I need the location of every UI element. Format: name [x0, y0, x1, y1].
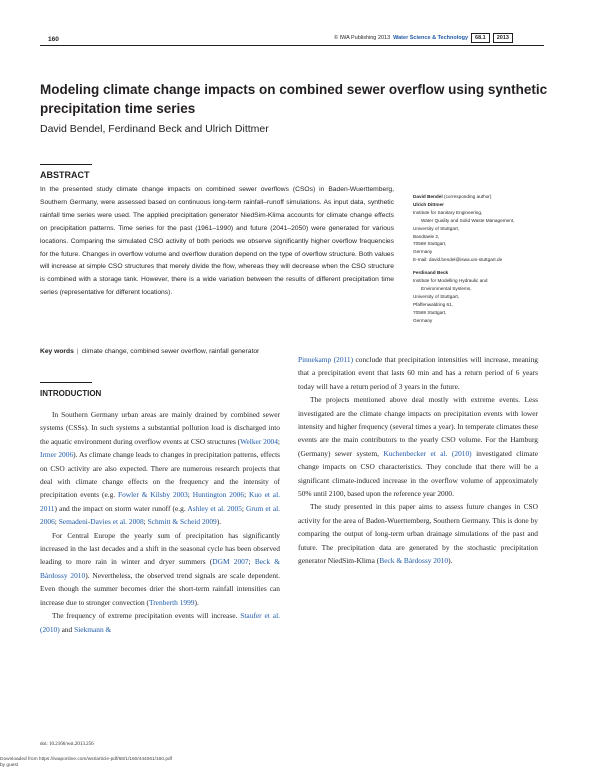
keywords-label: Key words	[40, 348, 74, 355]
citation-link[interactable]: Pinnekamp (2011)	[298, 355, 354, 364]
paragraph: The study presented in this paper aims to assess future changes in CSO activity for the area of Baden-Wuerttemberg, Southern Germany. This is done by comparing the output of long-term urban drainage simulations of the past and future. The precipitation data are generated by the stochastic precipitation generator NiedSim-Klima (Beck & Bárdossy 2010).	[298, 502, 538, 566]
introduction-rule	[40, 382, 92, 383]
publisher-copyright: © IWA Publishing 2013	[334, 35, 391, 41]
paragraph: Pinnekamp (2011) conclude that precipitation intensities will increase, meaning that a precipitation event that lasts 60 min and has a return period of 6 years today will have a return period of 3 years in the future.	[298, 355, 539, 391]
citation-link[interactable]: Huntington 2006	[192, 490, 245, 500]
address-line: Germany	[413, 317, 433, 323]
author-list: David Bendel, Ferdinand Beck and Ulrich Dittmer	[40, 123, 269, 135]
affiliation-author-2: Ulrich Dittmer	[413, 201, 444, 207]
address-line: Germany	[413, 249, 433, 255]
author-name: David Bendel	[413, 194, 443, 199]
citation-link[interactable]: Kuchenbecker et al. (2010)	[383, 448, 472, 458]
keywords-list: climate change, combined sewer overflow, rainfall generator	[81, 348, 260, 355]
affiliation-author-3: Ferdinand Beck	[413, 270, 449, 276]
body-column-right	[298, 353, 538, 568]
download-url[interactable]: Downloaded from https://iwaponline.com/wst/article-pdf/68/1/160/444061/160.pdf	[0, 757, 172, 762]
paragraph: For Central Europe the yearly sum of precipitation has significantly increased in the last decades and a shift in the seasonal cycle has been observed leading to more rain in winter and dryer summers (DGM 2007; Beck & Bárdossy 2010). Nevertheless, the observed trend signals are scale dependent. Even though the summer becomes drier the short-term rainfall intensities can increase due to stronger convection (Trenberth 1999).	[40, 530, 281, 607]
address-line: Bandtaele 2,	[413, 233, 440, 239]
citation-link[interactable]: Siekmann &	[74, 624, 112, 634]
introduction-heading: INTRODUCTION	[40, 389, 102, 398]
citation-link[interactable]: Grum et al. 2006	[40, 503, 280, 527]
journal-name[interactable]: Water Science & Technology	[393, 35, 469, 41]
citation-link[interactable]: Schmitt & Scheid 2009	[147, 517, 217, 527]
address-line: Institute for Modelling Hydraulic and	[413, 278, 488, 284]
citation-link[interactable]: Fowler & Kilsby 2003	[117, 490, 188, 500]
running-header	[334, 33, 513, 43]
author-note: (corresponding author)	[442, 194, 492, 199]
header-rule	[40, 45, 544, 46]
publication-year: 2013	[493, 33, 513, 43]
address-line: Pfaffenwaldring 61,	[413, 301, 454, 307]
email-line[interactable]: E-mail: david.bendel@iswa.uni-stuttgart.de	[413, 257, 503, 263]
keywords-separator: |	[76, 348, 79, 355]
address-line: Environmental Systems,	[421, 285, 472, 291]
citation-link[interactable]: Trenberth 1999	[148, 597, 195, 607]
paragraph: The projects mentioned above deal mostly with extreme events. Less investigated are the climate change impacts on precipitation events with lower intensity and higher frequency (several times a year). In temperate climates these events are the main contributors to the yearly CSO volume. For the Hamburg (Germany) sewer system, Kuchenbecker et al. (2010) investigated climate change impacts on CSO characteristics. They conclude that there will be a significant climate-induced increase in the overflow volume of approximately 50% until 2100, based upon the reference year 2000.	[298, 395, 538, 499]
affiliation-address-1	[413, 209, 563, 264]
affiliation-address-2	[413, 277, 563, 324]
address-line: Institute for Sanitary Engineering,	[413, 209, 483, 215]
citation-link[interactable]: DGM 2007	[212, 557, 249, 567]
abstract-text: In the presented study climate change impacts on combined sewer overflows (CSOs) in Baden-Wuerttemberg, Southern Germany, were assessed based on continuous long-term rainfall–runoff simulations. As input data, synthetic rainfall time series were used. The applied precipitation generator NiedSim-Klima accounts for climate change effects on precipitation patterns. Time series for the past (1961–1990) and future (2041–2050) were generated for various locations. Comparing the simulated CSO activity of both periods we observe significantly higher overflow frequencies for the future. Changes in overflow volume and overflow duration depend on the type of overflow structure. Both values will increase at simple CSO structures that merely divide the flow, whereas they will decrease when the CSO structure is combined with a storage tank. However, there is a wide variation between the results of different precipitation time series (representative for different locations).	[40, 186, 394, 297]
citation-link[interactable]: Staufer et al. (2010)	[40, 611, 280, 634]
address-line: University of Stuttgart,	[413, 293, 460, 299]
citation-link[interactable]: Beck & Bárdossy 2010	[379, 556, 449, 566]
citation-link[interactable]: Welker 2004	[240, 436, 278, 446]
address-line: Water Quality and Solid Waste Management,	[421, 217, 515, 223]
address-line: 70569 Stuttgart,	[413, 309, 447, 315]
abstract-heading: ABSTRACT	[40, 170, 90, 180]
download-by: by guest	[0, 762, 19, 768]
affiliation-author-1	[413, 193, 563, 201]
doi[interactable]: doi: 10.2166/wst.2013.256	[40, 742, 94, 747]
citation-link[interactable]: Irmer 2006	[40, 450, 74, 460]
paragraph: The frequency of extreme precipitation events will increase. Staufer et al. (2010) and Siekmann &	[40, 611, 280, 634]
citation-link[interactable]: Beck & Bárdossy 2010	[40, 557, 280, 580]
affiliations-block	[413, 193, 563, 325]
volume-issue: 68.1	[471, 33, 490, 43]
page-number: 160	[48, 36, 59, 43]
citation-link[interactable]: Semadeni-Davies et al. 2008	[58, 517, 144, 527]
abstract-rule	[40, 164, 92, 165]
download-notice	[0, 757, 172, 768]
citation-link[interactable]: Ashley et al. 2005	[187, 503, 242, 513]
body-column-left	[40, 408, 280, 636]
citation-link[interactable]: Kuo et al. 2011	[40, 490, 280, 513]
address-line: University of Stuttgart,	[413, 225, 460, 231]
address-line: 70569 Stuttgart,	[413, 241, 447, 247]
paragraph: In Southern Germany urban areas are mainly drained by combined sewer systems (CSSs). In such systems a substantial pollution load is discharged into the aquatic environment during overflow events at CSO structures (Welker 2004; Irmer 2006). As climate change leads to changes in precipitation patterns, effects on CSO activity are also expected. There are numerous research projects that deal with climate change effects on the frequency and the intensity of precipitation events (e.g. Fowler & Kilsby 2003; Huntington 2006; Kuo et al. 2011) and the impact on storm water runoff (e.g. Ashley et al. 2005; Grum et al. 2006; Semadeni-Davies et al. 2008; Schmitt & Scheid 2009).	[40, 410, 280, 527]
article-title: Modeling climate change impacts on combined sewer overflow using synthetic precipitation time series	[40, 82, 548, 116]
